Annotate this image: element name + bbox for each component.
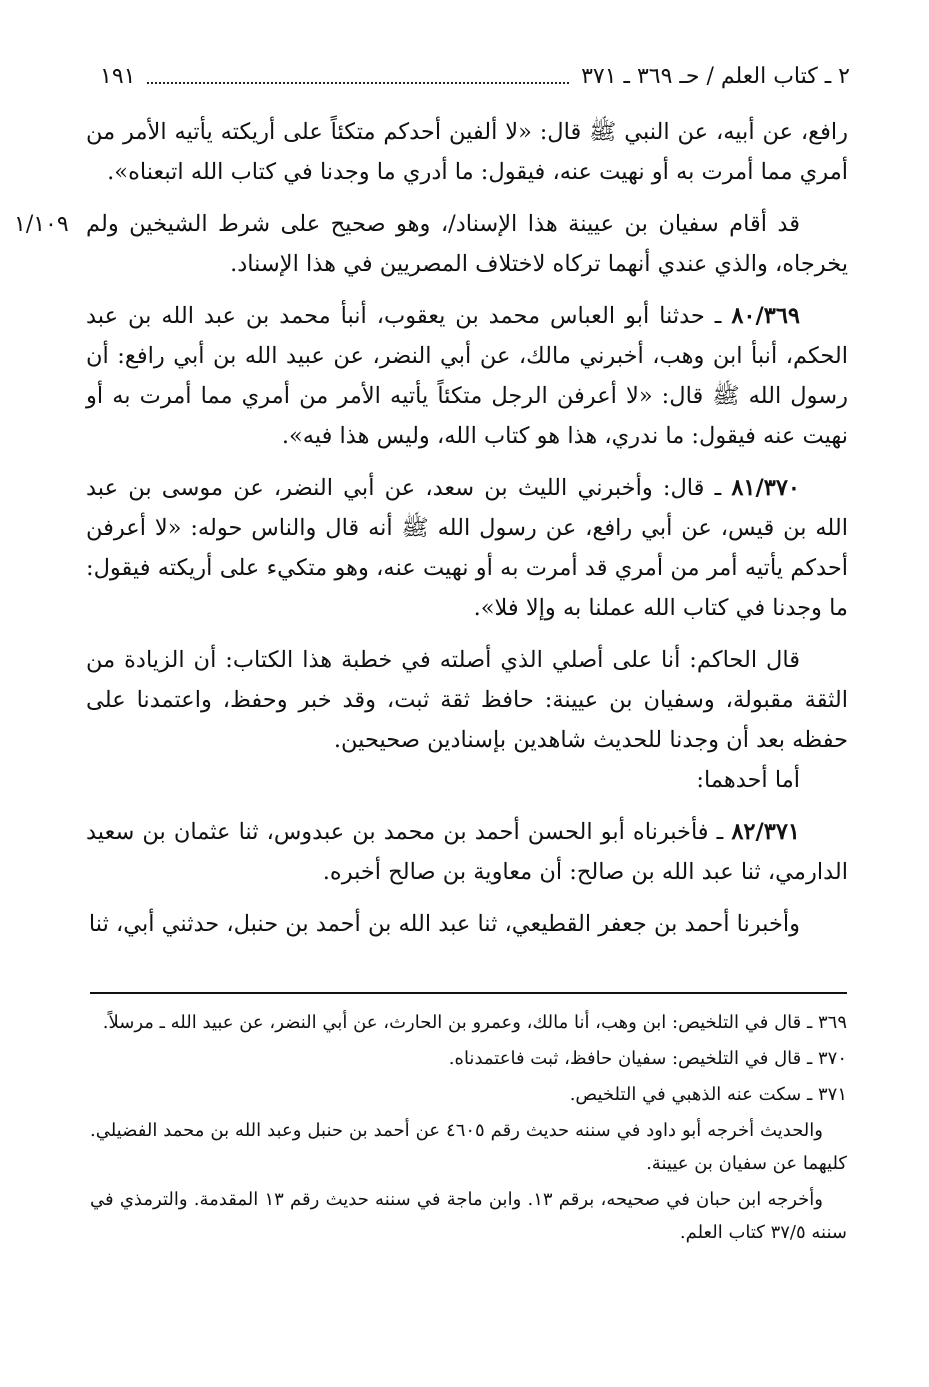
running-header bbox=[100, 56, 850, 96]
footnotes bbox=[90, 1006, 847, 1252]
header-leader-dots bbox=[147, 68, 569, 84]
hadith-371 bbox=[86, 812, 848, 892]
page-number: ١٩١ bbox=[100, 63, 136, 89]
header-title: ٢ ـ كتاب العلم / حـ ٣٦٩ ـ ٣٧١ bbox=[581, 63, 850, 89]
footnote: ٣٧٠ ـ قال في التلخيص: سفيان حافظ، ثبت فاعتمدناه. bbox=[448, 1048, 847, 1069]
hadith-369 bbox=[86, 296, 848, 456]
footnote: والحديث أخرجه أبو داود في سننه حديث رقم ٤٦٠٥ عن أحمد بن حنبل وعبد الله بن محمد الفضيلي. كليهما عن سفيان بن عيينة. bbox=[90, 1120, 847, 1174]
footnote-divider bbox=[90, 992, 847, 994]
hadith-text: ـ قال: وأخبرني الليث بن سعد، عن أبي النضر، عن موسى بن عبد الله بن قيس، عن أبي رافع، عن رسول الله ﷺ أنه قال والناس حوله: «لا أعرفن أحدكم يأتيه أمر من أمري قد أمرت به أو نهيت عنه، وهو متكيء على أريكته فيقول: ما وجدنا في كتاب الله عملنا به وإلا فلا». bbox=[86, 475, 848, 621]
paragraph: قد أقام سفيان بن عيينة هذا الإسناد/، وهو صحيح على شرط الشيخين ولم يخرجاه، والذي عندي أنهما تركاه لاختلاف المصريين في هذا الإسناد. bbox=[86, 211, 848, 277]
paragraph: رافع، عن أبيه، عن النبي ﷺ قال: «لا ألفين أحدكم متكئاً على أريكته يأتيه الأمر من أمري مما أمرت به أو نهيت عنه، فيقول: ما أدري ما وجدنا في كتاب الله اتبعناه». bbox=[86, 119, 848, 185]
margin-folio-note: ١/١٠٩ bbox=[14, 212, 69, 237]
paragraph: أما أحدهما: bbox=[696, 767, 800, 793]
hadith-text: ـ حدثنا أبو العباس محمد بن يعقوب، أنبأ محمد بن عبد الله بن عبد الحكم، أنبأ ابن وهب، أخبرني مالك، عن أبي النضر، عن عبيد الله بن أبي رافع: أن رسول الله ﷺ قال: «لا أعرفن الرجل متكئاً يأتيه الأمر من أمري مما أمرت به أو نهيت عنه فيقول: ما ندري، هذا هو كتاب الله، وليس هذا فيه». bbox=[86, 303, 848, 449]
hadith-text: ـ فأخبرناه أبو الحسن أحمد بن محمد بن عبدوس، ثنا عثمان بن سعيد الدارمي، ثنا عبد الله بن صالح: أن معاوية بن صالح أخبره. bbox=[86, 819, 848, 885]
hadith-number: ٨٠/٣٦٩ bbox=[731, 303, 800, 329]
footnote: وأخرجه ابن حبان في صحيحه، برقم ١٣. وابن ماجة في سننه حديث رقم ١٣ المقدمة. والترمذي في سننه ٣٧/٥ كتاب العلم. bbox=[90, 1189, 847, 1243]
hadith-number: ٨٢/٣٧١ bbox=[731, 819, 800, 845]
footnote: ٣٦٩ ـ قال في التلخيص: ابن وهب، أنا مالك، وعمرو بن الحارث، عن أبي النضر، عن عبيد الله ـ مرسلاً. bbox=[102, 1012, 847, 1033]
hadith-number: ٨١/٣٧٠ bbox=[731, 475, 800, 501]
paragraph: قال الحاكم: أنا على أصلي الذي أصلته في خطبة هذا الكتاب: أن الزيادة من الثقة مقبولة، وسفيان بن عيينة: حافظ ثقة ثبت، وقد خبر وحفظ، واعتمدنا على حفظه بعد أن وجدنا للحديث شاهدين بإسنادين صحيحين. bbox=[86, 647, 848, 753]
paragraph: وأخبرنا أحمد بن جعفر القطيعي، ثنا عبد الله بن أحمد بن حنبل، حدثني أبي، ثنا bbox=[88, 911, 800, 937]
footnote: ٣٧١ ـ سكت عنه الذهبي في التلخيص. bbox=[569, 1084, 847, 1105]
main-text bbox=[86, 112, 848, 956]
hadith-370 bbox=[86, 468, 848, 628]
